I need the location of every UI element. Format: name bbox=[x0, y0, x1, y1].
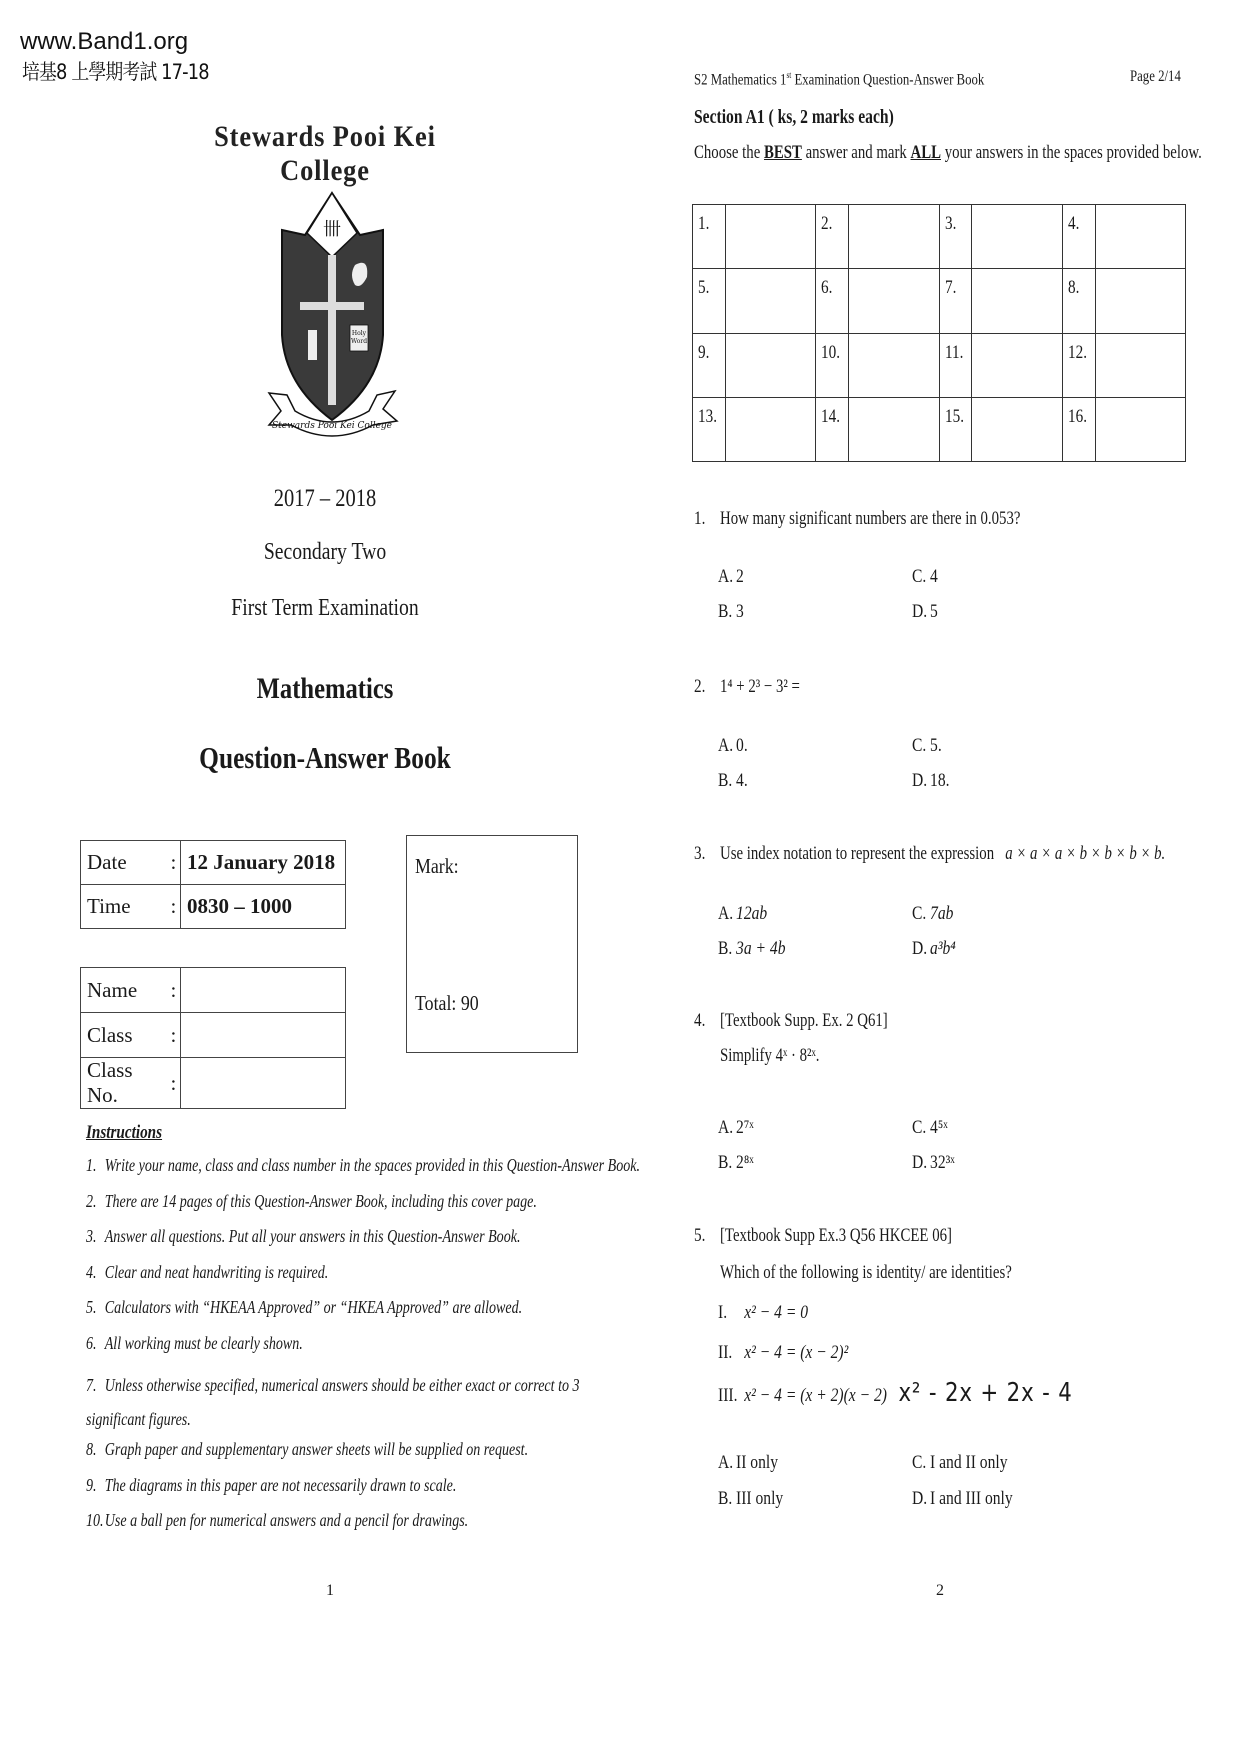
exam-name: First Term Examination bbox=[231, 595, 419, 621]
instructions-title: Instructions bbox=[86, 1122, 163, 1143]
option-a[interactable]: A. 0. bbox=[718, 735, 748, 756]
class-row bbox=[81, 1013, 346, 1058]
grade-level: Secondary Two bbox=[263, 539, 387, 565]
svg-text:Stewards Pooi Kei College: Stewards Pooi Kei College bbox=[271, 421, 393, 431]
instruction-item: 5. Calculators with “HKEAA Approved” or “HKEA Approved” are allowed. bbox=[86, 1297, 523, 1317]
answer-cell[interactable] bbox=[972, 333, 1063, 397]
answer-cell[interactable] bbox=[849, 269, 940, 333]
student-info-table bbox=[80, 967, 346, 1109]
answer-cell[interactable] bbox=[725, 205, 816, 269]
class-field[interactable] bbox=[181, 1013, 346, 1058]
watermark-subtitle: 培基8 上學期考試 17-18 bbox=[22, 60, 209, 84]
option-d[interactable]: D. 32³ˣ bbox=[912, 1152, 955, 1173]
option-c[interactable]: C. 4 bbox=[912, 566, 938, 587]
instruction-item: 1. Write your name, class and class number in the spaces provided in this Question-Answer Book. bbox=[86, 1155, 640, 1175]
page-label: Page 2/14 bbox=[1130, 68, 1181, 85]
running-header: S2 Mathematics 1st Examination Question-Answer Book bbox=[694, 70, 985, 89]
svg-text:Word: Word bbox=[350, 338, 368, 345]
answer-cell[interactable] bbox=[725, 397, 816, 461]
name-label: Name bbox=[81, 968, 171, 1013]
answer-cell[interactable] bbox=[1095, 205, 1186, 269]
option-c[interactable]: C. 5. bbox=[912, 735, 942, 756]
question-4-text: Simplify 4ˣ · 8²ˣ. bbox=[720, 1045, 820, 1066]
statement-ii: II. x² − 4 = (x − 2)² bbox=[718, 1342, 849, 1363]
mark-box[interactable] bbox=[406, 835, 578, 1053]
option-b[interactable]: B. 3 bbox=[718, 601, 744, 622]
answer-cell[interactable] bbox=[972, 397, 1063, 461]
class-no-row bbox=[81, 1058, 346, 1109]
statement-iii: III. x² − 4 = (x + 2)(x − 2) x² - 2x + 2x - 4 bbox=[718, 1378, 1073, 1408]
instruction-item: 10.Use a ball pen for numerical answers and a pencil for drawings. bbox=[86, 1510, 469, 1530]
option-b[interactable]: B. 3a + 4b bbox=[718, 938, 786, 959]
answer-row: 5. 6. 7. 8. bbox=[693, 269, 1186, 333]
answer-grid bbox=[692, 204, 1186, 462]
option-d[interactable]: D. I and III only bbox=[912, 1488, 1013, 1509]
book-title: Question-Answer Book bbox=[199, 740, 451, 775]
date-label: Date bbox=[81, 841, 171, 885]
answer-cell[interactable] bbox=[972, 205, 1063, 269]
statement-i: I. x² − 4 = 0 bbox=[718, 1302, 809, 1323]
question-3: 3. Use index notation to represent the expression a × a × a × b × b × b × b. bbox=[694, 843, 1166, 864]
class-no-field[interactable] bbox=[181, 1058, 346, 1109]
colon: : bbox=[171, 841, 181, 885]
instruction-item: 2. There are 14 pages of this Question-Answer Book, including this cover page. bbox=[86, 1190, 537, 1211]
option-a[interactable]: A. 2⁷ˣ bbox=[718, 1117, 754, 1138]
option-b[interactable]: B. III only bbox=[718, 1488, 784, 1509]
answer-cell[interactable] bbox=[1095, 333, 1186, 397]
colon: : bbox=[171, 1013, 181, 1058]
question-4: 4. [Textbook Supp. Ex. 2 Q61] bbox=[694, 1010, 888, 1031]
subject-title: Mathematics bbox=[256, 672, 394, 705]
svg-text:卌: 卌 bbox=[323, 219, 341, 240]
answer-cell[interactable] bbox=[725, 333, 816, 397]
time-value: 0830 – 1000 bbox=[181, 885, 346, 929]
page-number: 1 bbox=[326, 1582, 334, 1599]
time-label: Time bbox=[81, 885, 171, 929]
date-row bbox=[81, 841, 346, 885]
option-c[interactable]: C. 7ab bbox=[912, 903, 954, 924]
colon: : bbox=[171, 885, 181, 929]
class-no-label: Class No. bbox=[81, 1058, 171, 1109]
option-d[interactable]: D. 18. bbox=[912, 770, 950, 791]
option-b[interactable]: B. 2⁸ˣ bbox=[718, 1152, 754, 1173]
answer-cell[interactable] bbox=[972, 269, 1063, 333]
option-a[interactable]: A. 2 bbox=[718, 566, 744, 587]
instruction-item: 7. Unless otherwise specified, numerical answers should be either exact or correct to 3 significant figures. bbox=[86, 1375, 580, 1429]
instruction-item: 4. Clear and neat handwriting is required. bbox=[86, 1261, 329, 1282]
colon: : bbox=[171, 1058, 181, 1109]
name-field[interactable] bbox=[181, 968, 346, 1013]
question-source: [Textbook Supp Ex.3 Q56 HKCEE 06] bbox=[720, 1225, 952, 1246]
handwritten-note: x² - 2x + 2x - 4 bbox=[898, 1378, 1073, 1408]
option-d[interactable]: D. 5 bbox=[912, 601, 938, 622]
time-row bbox=[81, 885, 346, 929]
school-crest-icon bbox=[265, 185, 400, 445]
instruction-item: 9. The diagrams in this paper are not necessarily drawn to scale. bbox=[86, 1474, 457, 1495]
name-row bbox=[81, 968, 346, 1013]
question-5-text: Which of the following is identity/ are identities? bbox=[720, 1262, 1012, 1283]
instruction-item: 3. Answer all questions. Put all your answers in this Question-Answer Book. bbox=[86, 1226, 521, 1246]
answer-cell[interactable] bbox=[725, 269, 816, 333]
class-label: Class bbox=[81, 1013, 171, 1058]
answer-row: 1. 2. 3. 4. bbox=[693, 205, 1186, 269]
question-2: 2. 1⁴ + 2³ − 3² = bbox=[694, 676, 800, 697]
watermark-url: www.Band1.org bbox=[20, 28, 189, 55]
option-c[interactable]: C. 4⁵ˣ bbox=[912, 1117, 948, 1138]
mark-label: Mark: bbox=[415, 854, 459, 878]
answer-cell[interactable] bbox=[1095, 397, 1186, 461]
date-value: 12 January 2018 bbox=[181, 841, 346, 885]
option-c[interactable]: C. I and II only bbox=[912, 1452, 1008, 1473]
answer-cell[interactable] bbox=[1095, 269, 1186, 333]
question-1: 1. How many significant numbers are there in 0.053? bbox=[694, 508, 1021, 529]
instruction-item: 8. Graph paper and supplementary answer sheets will be supplied on request. bbox=[86, 1439, 529, 1459]
section-title: Section A1 ( ks, 2 marks each) bbox=[694, 106, 894, 128]
colon: : bbox=[171, 968, 181, 1013]
option-d[interactable]: D. a³b⁴ bbox=[912, 938, 956, 959]
instructions-list bbox=[86, 1155, 640, 1546]
answer-row: 13. 14. 15. 16. bbox=[693, 397, 1186, 461]
answer-cell[interactable] bbox=[849, 397, 940, 461]
expression: a × a × a × b × b × b × b. bbox=[1005, 843, 1166, 864]
page-number: 2 bbox=[936, 1582, 944, 1599]
date-time-table bbox=[80, 840, 346, 929]
question-source: [Textbook Supp. Ex. 2 Q61] bbox=[720, 1010, 888, 1031]
instruction-item: 6. All working must be clearly shown. bbox=[86, 1332, 303, 1353]
option-a[interactable]: A. 12ab bbox=[718, 903, 768, 924]
question-5: 5. [Textbook Supp Ex.3 Q56 HKCEE 06] bbox=[694, 1225, 952, 1246]
svg-text:Holy: Holy bbox=[351, 330, 367, 337]
answer-row: 9. 10. 11. 12. bbox=[693, 333, 1186, 397]
answer-cell[interactable] bbox=[849, 333, 940, 397]
option-b[interactable]: B. 4. bbox=[718, 770, 748, 791]
school-name: Stewards Pooi Kei College bbox=[214, 120, 436, 187]
total-label: Total: 90 bbox=[415, 991, 479, 1015]
school-year: 2017 – 2018 bbox=[273, 485, 377, 512]
option-a[interactable]: A. II only bbox=[718, 1452, 779, 1473]
section-instruction: Choose the BEST answer and mark ALL your answers in the spaces provided below. bbox=[694, 142, 1202, 163]
answer-cell[interactable] bbox=[849, 205, 940, 269]
